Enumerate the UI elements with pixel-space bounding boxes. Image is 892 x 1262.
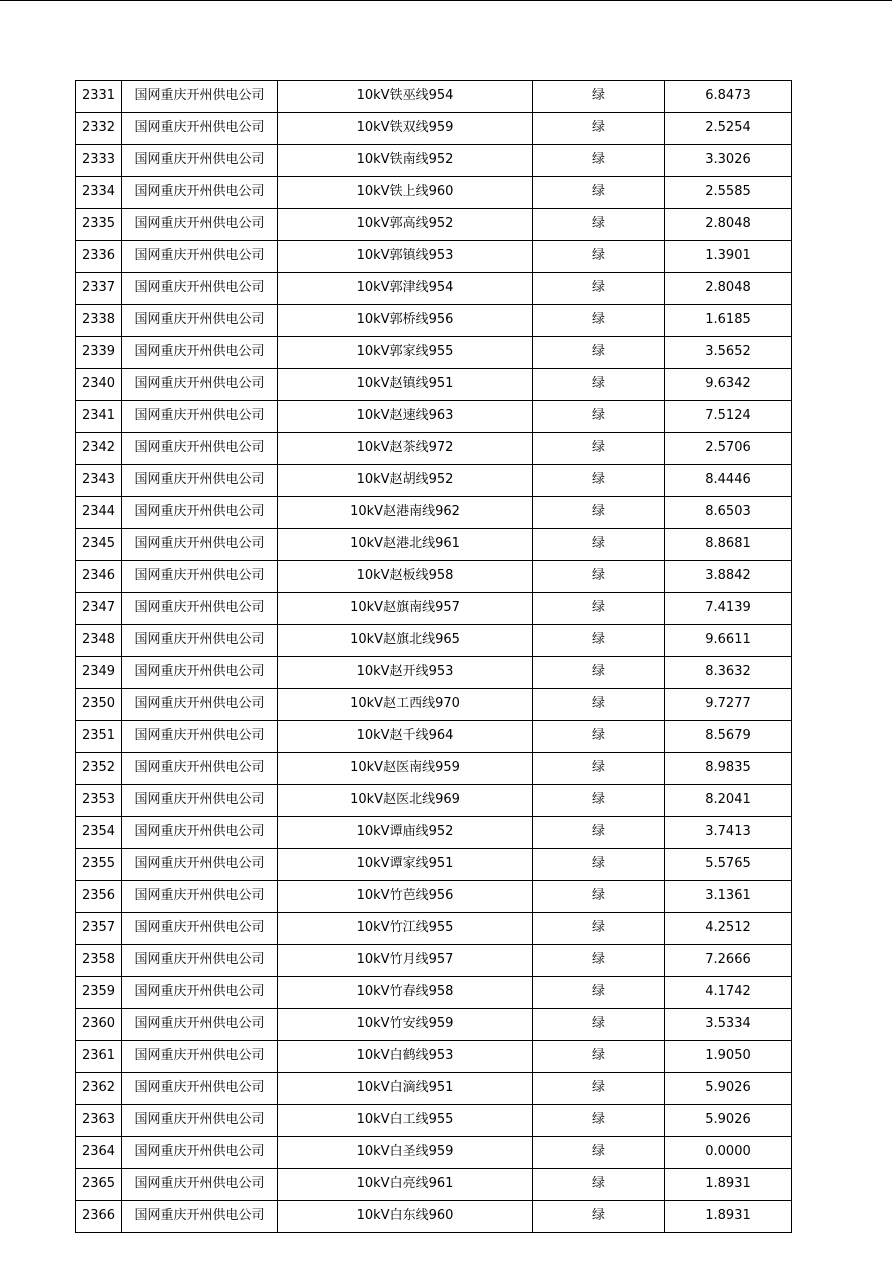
status-cell: 绿 — [533, 1137, 665, 1169]
value-cell: 2.5585 — [665, 177, 792, 209]
row-number-cell: 2348 — [76, 625, 122, 657]
line-name-cell: 10kV铁上线960 — [278, 177, 533, 209]
table-row — [76, 977, 792, 1009]
status-cell: 绿 — [533, 497, 665, 529]
table-row — [76, 401, 792, 433]
table-row — [76, 849, 792, 881]
status-cell: 绿 — [533, 1105, 665, 1137]
status-cell: 绿 — [533, 689, 665, 721]
value-cell: 0.0000 — [665, 1137, 792, 1169]
status-cell: 绿 — [533, 977, 665, 1009]
value-cell: 5.9026 — [665, 1073, 792, 1105]
status-cell: 绿 — [533, 1009, 665, 1041]
status-cell: 绿 — [533, 529, 665, 561]
row-number-cell: 2333 — [76, 145, 122, 177]
table-row — [76, 913, 792, 945]
table-row — [76, 817, 792, 849]
line-name-cell: 10kV郭桥线956 — [278, 305, 533, 337]
row-number-cell: 2354 — [76, 817, 122, 849]
row-number-cell: 2355 — [76, 849, 122, 881]
table-row — [76, 785, 792, 817]
line-name-cell: 10kV谭家线951 — [278, 849, 533, 881]
table-row — [76, 1073, 792, 1105]
line-name-cell: 10kV赵工西线970 — [278, 689, 533, 721]
table-row — [76, 1137, 792, 1169]
status-cell: 绿 — [533, 721, 665, 753]
value-cell: 6.8473 — [665, 81, 792, 113]
row-number-cell: 2365 — [76, 1169, 122, 1201]
company-cell: 国网重庆开州供电公司 — [122, 81, 278, 113]
value-cell: 4.2512 — [665, 913, 792, 945]
line-name-cell: 10kV竹安线959 — [278, 1009, 533, 1041]
table-row — [76, 625, 792, 657]
value-cell: 1.9050 — [665, 1041, 792, 1073]
line-name-cell: 10kV郭镇线953 — [278, 241, 533, 273]
table-row — [76, 305, 792, 337]
row-number-cell: 2339 — [76, 337, 122, 369]
line-name-cell: 10kV赵旗南线957 — [278, 593, 533, 625]
company-cell: 国网重庆开州供电公司 — [122, 1009, 278, 1041]
row-number-cell: 2346 — [76, 561, 122, 593]
status-cell: 绿 — [533, 209, 665, 241]
row-number-cell: 2341 — [76, 401, 122, 433]
company-cell: 国网重庆开州供电公司 — [122, 113, 278, 145]
value-cell: 4.1742 — [665, 977, 792, 1009]
status-cell: 绿 — [533, 401, 665, 433]
line-name-cell: 10kV赵速线963 — [278, 401, 533, 433]
company-cell: 国网重庆开州供电公司 — [122, 945, 278, 977]
row-number-cell: 2356 — [76, 881, 122, 913]
status-cell: 绿 — [533, 625, 665, 657]
company-cell: 国网重庆开州供电公司 — [122, 721, 278, 753]
line-name-cell: 10kV竹月线957 — [278, 945, 533, 977]
row-number-cell: 2363 — [76, 1105, 122, 1137]
value-cell: 2.5706 — [665, 433, 792, 465]
value-cell: 7.2666 — [665, 945, 792, 977]
value-cell: 8.5679 — [665, 721, 792, 753]
status-cell: 绿 — [533, 145, 665, 177]
row-number-cell: 2362 — [76, 1073, 122, 1105]
company-cell: 国网重庆开州供电公司 — [122, 881, 278, 913]
table-row — [76, 465, 792, 497]
value-cell: 7.4139 — [665, 593, 792, 625]
line-name-cell: 10kV郭家线955 — [278, 337, 533, 369]
value-cell: 3.8842 — [665, 561, 792, 593]
page-top-rule — [0, 0, 892, 1]
status-cell: 绿 — [533, 1073, 665, 1105]
value-cell: 2.5254 — [665, 113, 792, 145]
company-cell: 国网重庆开州供电公司 — [122, 913, 278, 945]
row-number-cell: 2360 — [76, 1009, 122, 1041]
row-number-cell: 2331 — [76, 81, 122, 113]
company-cell: 国网重庆开州供电公司 — [122, 689, 278, 721]
table-row — [76, 369, 792, 401]
table-row — [76, 1041, 792, 1073]
row-number-cell: 2342 — [76, 433, 122, 465]
status-cell: 绿 — [533, 433, 665, 465]
company-cell: 国网重庆开州供电公司 — [122, 817, 278, 849]
value-cell: 2.8048 — [665, 273, 792, 305]
line-name-cell: 10kV赵镇线951 — [278, 369, 533, 401]
value-cell: 9.6611 — [665, 625, 792, 657]
row-number-cell: 2361 — [76, 1041, 122, 1073]
table-row — [76, 273, 792, 305]
status-cell: 绿 — [533, 881, 665, 913]
line-name-cell: 10kV赵港北线961 — [278, 529, 533, 561]
value-cell: 1.8931 — [665, 1169, 792, 1201]
row-number-cell: 2340 — [76, 369, 122, 401]
line-name-cell: 10kV赵旗北线965 — [278, 625, 533, 657]
line-name-cell: 10kV铁双线959 — [278, 113, 533, 145]
status-cell: 绿 — [533, 817, 665, 849]
value-cell: 1.6185 — [665, 305, 792, 337]
line-name-cell: 10kV白东线960 — [278, 1201, 533, 1233]
table-row — [76, 529, 792, 561]
line-name-cell: 10kV白滴线951 — [278, 1073, 533, 1105]
row-number-cell: 2349 — [76, 657, 122, 689]
status-cell: 绿 — [533, 1169, 665, 1201]
value-cell: 3.7413 — [665, 817, 792, 849]
company-cell: 国网重庆开州供电公司 — [122, 145, 278, 177]
status-cell: 绿 — [533, 657, 665, 689]
row-number-cell: 2359 — [76, 977, 122, 1009]
value-cell: 8.8681 — [665, 529, 792, 561]
table-row — [76, 945, 792, 977]
row-number-cell: 2344 — [76, 497, 122, 529]
status-cell: 绿 — [533, 1201, 665, 1233]
company-cell: 国网重庆开州供电公司 — [122, 657, 278, 689]
line-name-cell: 10kV铁南线952 — [278, 145, 533, 177]
status-cell: 绿 — [533, 81, 665, 113]
company-cell: 国网重庆开州供电公司 — [122, 209, 278, 241]
row-number-cell: 2350 — [76, 689, 122, 721]
line-name-cell: 10kV竹江线955 — [278, 913, 533, 945]
table-row — [76, 433, 792, 465]
table-row — [76, 241, 792, 273]
company-cell: 国网重庆开州供电公司 — [122, 369, 278, 401]
value-cell: 3.1361 — [665, 881, 792, 913]
table-row — [76, 209, 792, 241]
company-cell: 国网重庆开州供电公司 — [122, 177, 278, 209]
status-cell: 绿 — [533, 337, 665, 369]
company-cell: 国网重庆开州供电公司 — [122, 593, 278, 625]
row-number-cell: 2353 — [76, 785, 122, 817]
company-cell: 国网重庆开州供电公司 — [122, 977, 278, 1009]
table-row — [76, 881, 792, 913]
status-cell: 绿 — [533, 593, 665, 625]
value-cell: 1.8931 — [665, 1201, 792, 1233]
value-cell: 3.5334 — [665, 1009, 792, 1041]
table-row — [76, 337, 792, 369]
line-name-cell: 10kV竹春线958 — [278, 977, 533, 1009]
table-row — [76, 177, 792, 209]
table-row — [76, 657, 792, 689]
status-cell: 绿 — [533, 273, 665, 305]
company-cell: 国网重庆开州供电公司 — [122, 1137, 278, 1169]
table-row — [76, 1105, 792, 1137]
table-row — [76, 721, 792, 753]
company-cell: 国网重庆开州供电公司 — [122, 433, 278, 465]
table-row — [76, 689, 792, 721]
line-name-cell: 10kV竹芭线956 — [278, 881, 533, 913]
data-table — [75, 80, 792, 1233]
table-row — [76, 113, 792, 145]
line-name-cell: 10kV白鹤线953 — [278, 1041, 533, 1073]
table-row — [76, 593, 792, 625]
line-name-cell: 10kV赵胡线952 — [278, 465, 533, 497]
row-number-cell: 2347 — [76, 593, 122, 625]
value-cell: 9.6342 — [665, 369, 792, 401]
value-cell: 8.4446 — [665, 465, 792, 497]
row-number-cell: 2345 — [76, 529, 122, 561]
company-cell: 国网重庆开州供电公司 — [122, 529, 278, 561]
row-number-cell: 2351 — [76, 721, 122, 753]
value-cell: 1.3901 — [665, 241, 792, 273]
row-number-cell: 2336 — [76, 241, 122, 273]
company-cell: 国网重庆开州供电公司 — [122, 401, 278, 433]
value-cell: 3.5652 — [665, 337, 792, 369]
value-cell: 3.3026 — [665, 145, 792, 177]
line-name-cell: 10kV赵港南线962 — [278, 497, 533, 529]
company-cell: 国网重庆开州供电公司 — [122, 273, 278, 305]
row-number-cell: 2366 — [76, 1201, 122, 1233]
line-name-cell: 10kV郭高线952 — [278, 209, 533, 241]
row-number-cell: 2364 — [76, 1137, 122, 1169]
status-cell: 绿 — [533, 369, 665, 401]
value-cell: 5.5765 — [665, 849, 792, 881]
status-cell: 绿 — [533, 177, 665, 209]
status-cell: 绿 — [533, 241, 665, 273]
status-cell: 绿 — [533, 113, 665, 145]
line-name-cell: 10kV赵板线958 — [278, 561, 533, 593]
table-row — [76, 561, 792, 593]
company-cell: 国网重庆开州供电公司 — [122, 497, 278, 529]
company-cell: 国网重庆开州供电公司 — [122, 753, 278, 785]
value-cell: 9.7277 — [665, 689, 792, 721]
line-name-cell: 10kV赵千线964 — [278, 721, 533, 753]
company-cell: 国网重庆开州供电公司 — [122, 1169, 278, 1201]
value-cell: 7.5124 — [665, 401, 792, 433]
status-cell: 绿 — [533, 785, 665, 817]
table-body — [76, 81, 792, 1233]
company-cell: 国网重庆开州供电公司 — [122, 465, 278, 497]
row-number-cell: 2357 — [76, 913, 122, 945]
value-cell: 8.3632 — [665, 657, 792, 689]
row-number-cell: 2338 — [76, 305, 122, 337]
company-cell: 国网重庆开州供电公司 — [122, 625, 278, 657]
line-name-cell: 10kV郭津线954 — [278, 273, 533, 305]
company-cell: 国网重庆开州供电公司 — [122, 241, 278, 273]
line-name-cell: 10kV赵医南线959 — [278, 753, 533, 785]
company-cell: 国网重庆开州供电公司 — [122, 1105, 278, 1137]
company-cell: 国网重庆开州供电公司 — [122, 785, 278, 817]
company-cell: 国网重庆开州供电公司 — [122, 1073, 278, 1105]
value-cell: 5.9026 — [665, 1105, 792, 1137]
company-cell: 国网重庆开州供电公司 — [122, 849, 278, 881]
table-row — [76, 753, 792, 785]
table-row — [76, 1201, 792, 1233]
value-cell: 8.2041 — [665, 785, 792, 817]
table-row — [76, 1009, 792, 1041]
status-cell: 绿 — [533, 305, 665, 337]
row-number-cell: 2358 — [76, 945, 122, 977]
row-number-cell: 2334 — [76, 177, 122, 209]
line-name-cell: 10kV白亮线961 — [278, 1169, 533, 1201]
value-cell: 2.8048 — [665, 209, 792, 241]
row-number-cell: 2352 — [76, 753, 122, 785]
table-row — [76, 81, 792, 113]
status-cell: 绿 — [533, 465, 665, 497]
line-name-cell: 10kV白工线955 — [278, 1105, 533, 1137]
status-cell: 绿 — [533, 913, 665, 945]
row-number-cell: 2335 — [76, 209, 122, 241]
line-name-cell: 10kV谭庙线952 — [278, 817, 533, 849]
company-cell: 国网重庆开州供电公司 — [122, 305, 278, 337]
line-name-cell: 10kV赵医北线969 — [278, 785, 533, 817]
row-number-cell: 2337 — [76, 273, 122, 305]
value-cell: 8.6503 — [665, 497, 792, 529]
company-cell: 国网重庆开州供电公司 — [122, 561, 278, 593]
line-name-cell: 10kV铁巫线954 — [278, 81, 533, 113]
line-name-cell: 10kV赵茶线972 — [278, 433, 533, 465]
table-row — [76, 1169, 792, 1201]
value-cell: 8.9835 — [665, 753, 792, 785]
table-row — [76, 497, 792, 529]
status-cell: 绿 — [533, 945, 665, 977]
table-row — [76, 145, 792, 177]
company-cell: 国网重庆开州供电公司 — [122, 1041, 278, 1073]
line-name-cell: 10kV赵开线953 — [278, 657, 533, 689]
line-name-cell: 10kV白圣线959 — [278, 1137, 533, 1169]
status-cell: 绿 — [533, 849, 665, 881]
company-cell: 国网重庆开州供电公司 — [122, 1201, 278, 1233]
company-cell: 国网重庆开州供电公司 — [122, 337, 278, 369]
row-number-cell: 2332 — [76, 113, 122, 145]
row-number-cell: 2343 — [76, 465, 122, 497]
status-cell: 绿 — [533, 561, 665, 593]
status-cell: 绿 — [533, 753, 665, 785]
status-cell: 绿 — [533, 1041, 665, 1073]
